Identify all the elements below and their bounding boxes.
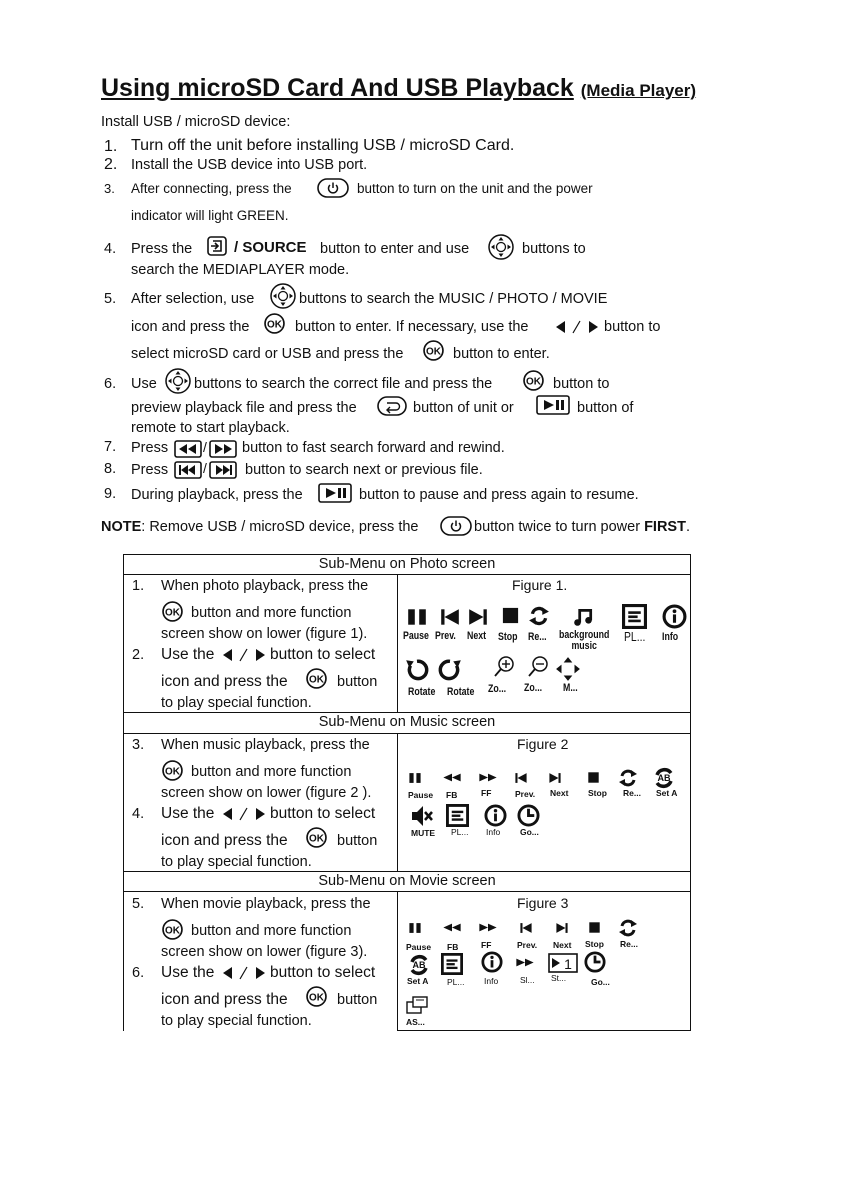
step-3-text-c: indicator will light GREEN. [131, 208, 289, 223]
slow-forward-icon [513, 957, 537, 968]
left-right-arrows-icon [555, 320, 599, 334]
table-col-line [397, 574, 398, 712]
repeat-icon [528, 605, 550, 627]
step-6-text-a: Use [131, 376, 157, 392]
stop-icon [501, 606, 520, 625]
step-1-text: Turn off the unit before installing USB / microSD Card. [131, 137, 515, 154]
step-5-number: 5. [104, 291, 117, 307]
slash-separator: / [203, 439, 207, 455]
info-icon [481, 951, 503, 973]
note-label: NOTE [101, 519, 142, 535]
fast-forward-button-icon [209, 440, 237, 458]
table-row-line [123, 891, 691, 892]
movie-icon-label-set-a: Set A [407, 976, 429, 986]
step-9-text-b: button to pause and press again to resume. [359, 487, 639, 503]
photo-icon-label-background-music: background music [559, 629, 610, 652]
music-icon-label-mute: MUTE [411, 828, 436, 838]
source-button-icon [207, 236, 227, 256]
movie-icon-label-fb: FB [447, 942, 459, 952]
step-6-number: 6. [104, 376, 117, 392]
ok-button-icon [523, 370, 544, 391]
photo-icon-label-repeat: Re... [528, 631, 547, 643]
left-right-arrows-icon [222, 648, 266, 662]
photo-icon-label-rotate-right: Rotate [447, 686, 475, 698]
figure-2-label: Figure 2 [517, 736, 569, 752]
step-3-number: 3. [104, 181, 115, 196]
photo-step-2-text-3: icon and press the [161, 673, 288, 690]
photo-icon-label-rotate-left: Rotate [408, 686, 436, 698]
intro-text: Install USB / microSD device: [101, 114, 291, 130]
music-step-4-text-5: to play special function. [161, 854, 312, 870]
move-icon [555, 656, 581, 682]
movie-step-5-text-2: button and more function [191, 923, 352, 939]
aspect-ratio-icon [406, 996, 428, 1014]
ok-button-icon [162, 919, 183, 940]
navigation-pad-icon [270, 283, 296, 309]
playlist-icon [622, 604, 647, 629]
step-5-text-b: buttons to search the MUSIC / PHOTO / MOVIE [299, 291, 608, 307]
note-first: FIRST [644, 519, 686, 535]
previous-icon [519, 921, 533, 935]
movie-icon-label-playlist: PL... [447, 977, 465, 987]
music-step-4-text-3: icon and press the [161, 832, 288, 849]
note-period: . [685, 519, 690, 535]
music-icon-label-set-a: Set A [656, 788, 678, 798]
slash-separator: / [203, 460, 207, 476]
music-step-4-text-4: button [337, 833, 378, 849]
table-bottom-border [397, 1030, 691, 1031]
pause-icon [406, 606, 428, 628]
movie-icon-label-info: Info [484, 976, 499, 986]
playlist-icon [441, 953, 463, 975]
power-button-icon [317, 178, 349, 198]
ok-button-icon [162, 760, 183, 781]
movie-step-6-number: 6. [132, 965, 145, 981]
figure-3-label: Figure 3 [517, 895, 569, 911]
movie-icon-label-aspect: AS... [406, 1017, 425, 1027]
ok-button-icon [306, 827, 327, 848]
photo-step-1-text: When photo playback, press the [161, 578, 369, 594]
next-button-icon [209, 461, 237, 479]
step-5-text-a: After selection, use [131, 291, 255, 307]
figure-1-label: Figure 1. [512, 577, 568, 593]
step-7-number: 7. [104, 439, 117, 455]
music-icon-label-next: Next [550, 788, 569, 798]
zoom-in-icon [492, 654, 516, 678]
photo-step-1-text-2: button and more function [191, 605, 352, 621]
step-9-text-a: During playback, press the [131, 487, 303, 503]
goto-icon [584, 951, 606, 973]
photo-step-2-number: 2. [132, 647, 145, 663]
step-forward-icon [548, 953, 578, 973]
ok-button-icon [162, 601, 183, 622]
movie-step-5-text-3: screen show on lower (figure 3). [161, 944, 368, 960]
photo-icon-label-stop: Stop [498, 631, 518, 643]
music-step-4-number: 4. [132, 806, 145, 822]
music-icon-label-prev: Prev. [515, 789, 536, 799]
fast-forward-icon [476, 922, 500, 933]
fast-backward-icon [440, 772, 464, 783]
photo-step-2-text-5: to play special function. [161, 695, 312, 711]
step-4-number: 4. [104, 241, 117, 257]
movie-step-6-text-3: icon and press the [161, 991, 288, 1008]
photo-step-1-number: 1. [132, 578, 145, 594]
set-ab-repeat-icon [407, 953, 431, 977]
step-4-text-d: buttons to [522, 241, 586, 257]
left-right-arrows-icon [222, 807, 266, 821]
table-left-border [123, 554, 124, 1031]
page-title [101, 74, 696, 103]
photo-icon-label-next: Next [467, 630, 487, 642]
photo-icon-label-prev: Prev. [435, 630, 456, 642]
rotate-right-icon [437, 657, 463, 683]
movie-icon-label-pause: Pause [406, 942, 432, 952]
note-line-b [474, 518, 690, 536]
music-step-3-number: 3. [132, 737, 145, 753]
step-6-text-f: button of [577, 400, 634, 416]
movie-submenu-header: Sub-Menu on Movie screen [318, 873, 496, 889]
step-3-line-a [131, 180, 292, 198]
info-icon [484, 804, 507, 827]
movie-step-6-text: Use the [161, 964, 215, 981]
fast-forward-icon [476, 772, 500, 783]
music-icon-label-ff: FF [481, 788, 492, 798]
step-8-text-b: button to search next or previous file. [245, 462, 483, 478]
return-button-icon [377, 396, 407, 416]
movie-icon-label-goto: Go... [591, 977, 610, 987]
movie-step-5-text: When movie playback, press the [161, 896, 371, 912]
next-icon [467, 606, 489, 628]
table-right-border [690, 554, 691, 1031]
left-right-arrows-icon [222, 966, 266, 980]
photo-icon-label-zoom-out: Zo... [524, 682, 543, 694]
table-row-line [123, 871, 691, 872]
power-button-icon [440, 516, 472, 536]
movie-step-5-number: 5. [132, 896, 145, 912]
step-3-text-b: button to turn on the unit and the power [357, 181, 593, 196]
movie-icon-label-prev: Prev. [517, 940, 538, 950]
table-top-border [123, 554, 691, 555]
movie-icon-label-slow: Sl... [520, 975, 535, 985]
step-9-number: 9. [104, 486, 117, 502]
table-col-line [397, 891, 398, 1031]
movie-icon-label-ff: FF [481, 940, 492, 950]
stop-icon [588, 921, 601, 934]
movie-step-6-text-5: to play special function. [161, 1013, 312, 1029]
rotate-left-icon [404, 657, 430, 683]
step-6-text-c: button to [553, 376, 610, 392]
note-text-a: : Remove USB / microSD device, press the [141, 519, 419, 535]
movie-step-6-text-2: button to select [270, 964, 376, 981]
music-step-4-text: Use the [161, 805, 215, 822]
step-6-text-d: preview playback file and press the [131, 400, 357, 416]
zoom-out-icon [526, 654, 550, 678]
movie-icon-label-repeat: Re... [620, 939, 638, 949]
fast-backward-icon [440, 922, 464, 933]
step-5-text-d: button to enter. If necessary, use the [295, 319, 529, 335]
step-4-text-e: search the MEDIAPLAYER mode. [131, 262, 350, 278]
music-icon-label-info: Info [486, 827, 501, 837]
movie-step-6-text-4: button [337, 992, 378, 1008]
next-icon [555, 921, 569, 935]
step-2-text: Install the USB device into USB port. [131, 157, 368, 173]
photo-step-1-text-3: screen show on lower (figure 1). [161, 626, 368, 642]
music-icon-label-repeat: Re... [623, 788, 641, 798]
step-6-text-b: buttons to search the correct file and press the [194, 376, 493, 392]
ok-button-icon [306, 986, 327, 1007]
previous-icon [439, 606, 461, 628]
photo-icon-label-pause: Pause [403, 630, 429, 642]
music-step-3-text: When music playback, press the [161, 737, 370, 753]
music-step-4-text-2: button to select [270, 805, 376, 822]
photo-step-2-text-2: button to select [270, 646, 376, 663]
navigation-pad-icon [488, 234, 514, 260]
photo-icon-label-move: M... [563, 682, 578, 694]
step-5-text-g: button to enter. [453, 346, 550, 362]
table-row-line [123, 712, 691, 713]
previous-button-icon [174, 461, 202, 479]
movie-icon-label-stop: Stop [585, 939, 604, 949]
music-icon-label-fb: FB [446, 790, 458, 800]
ok-button-icon [423, 340, 444, 361]
step-5-text-c: icon and press the [131, 319, 250, 335]
step-1-number: 1. [104, 138, 118, 155]
previous-icon [514, 771, 528, 785]
rewind-button-icon [174, 440, 202, 458]
step-4-text-a: Press the [131, 241, 193, 257]
music-icon-label-goto: Go... [520, 827, 539, 837]
movie-icon-label-step: St... [551, 973, 567, 983]
step-7-text-b: button to fast search forward and rewind. [242, 440, 505, 456]
step-5-text-f: select microSD card or USB and press the [131, 346, 404, 362]
goto-icon [517, 804, 540, 827]
step-8-text-a: Press [131, 462, 169, 478]
ok-button-icon [264, 313, 285, 334]
photo-icon-label-info: Info [662, 631, 679, 643]
title-main: Using microSD Card And USB Playback [101, 74, 574, 102]
play-pause-button-icon [318, 483, 352, 503]
play-pause-button-icon [536, 395, 570, 415]
step-4-source-label: / SOURCE [234, 239, 307, 256]
mute-icon [410, 804, 434, 828]
note-line [101, 518, 419, 536]
table-row-line [123, 574, 691, 575]
photo-step-2-text: Use the [161, 646, 215, 663]
pause-icon [408, 771, 422, 785]
photo-icon-label-playlist: PL... [624, 629, 646, 644]
title-suffix: (Media Player) [580, 81, 697, 100]
navigation-pad-icon [165, 368, 191, 394]
table-row-line [123, 733, 691, 734]
next-icon [548, 771, 562, 785]
music-step-3-text-2: button and more function [191, 764, 352, 780]
photo-step-2-text-4: button [337, 674, 378, 690]
note-text-b: button twice to turn power [474, 519, 641, 535]
pause-icon [408, 921, 422, 935]
music-icon-label-pause: Pause [408, 790, 434, 800]
music-icon-label-playlist: PL... [451, 827, 469, 837]
music-submenu-header: Sub-Menu on Music screen [318, 714, 496, 730]
repeat-icon [618, 918, 638, 938]
step-2-number: 2. [104, 156, 118, 173]
ok-button-icon [306, 668, 327, 689]
photo-icon-label-zoom-in: Zo... [488, 683, 507, 695]
playlist-icon [446, 804, 469, 827]
music-step-3-text-3: screen show on lower (figure 2 ). [161, 785, 372, 801]
step-3-text-a: After connecting, press the [131, 181, 292, 196]
step-5-text-e: button to [604, 319, 661, 335]
music-note-icon [572, 606, 594, 628]
step-7-text-a: Press [131, 440, 169, 456]
step-6-text-g: remote to start playback. [131, 420, 290, 436]
music-icon-label-stop: Stop [588, 788, 607, 798]
step-8-number: 8. [104, 461, 117, 477]
stop-icon [587, 771, 600, 784]
movie-icon-label-next: Next [553, 940, 572, 950]
step-6-text-e: button of unit or [413, 400, 514, 416]
repeat-icon [618, 768, 638, 788]
set-ab-repeat-icon [652, 766, 676, 790]
step-4-text-c: button to enter and use [320, 241, 470, 257]
photo-submenu-header: Sub-Menu on Photo screen [318, 556, 496, 572]
info-icon [662, 604, 687, 629]
table-col-line [397, 733, 398, 871]
